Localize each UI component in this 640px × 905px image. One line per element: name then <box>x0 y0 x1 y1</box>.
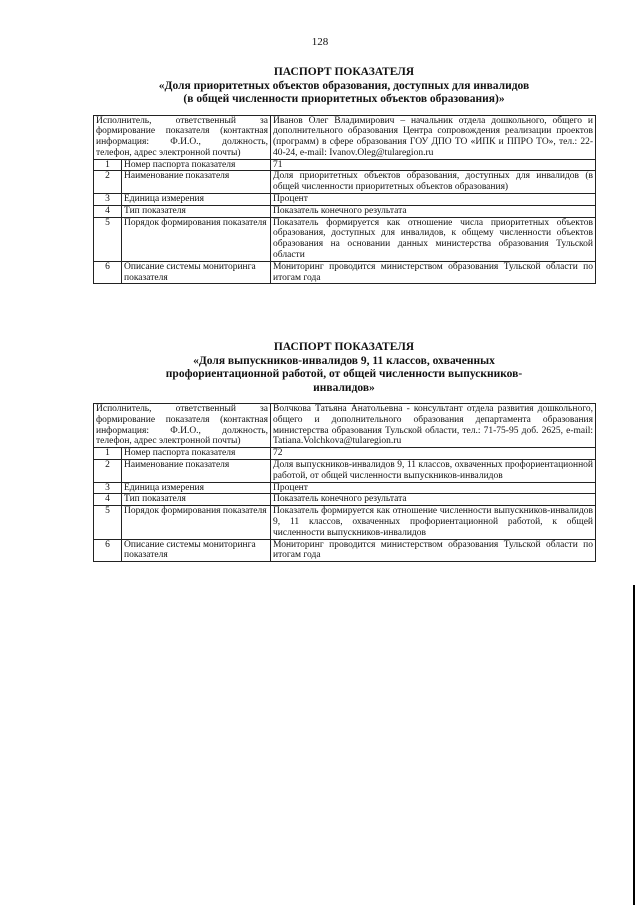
row-label: Описание системы мониторинга показателя <box>122 539 271 562</box>
executor-row <box>94 115 596 159</box>
table-row <box>94 494 596 506</box>
passport-heading: ПАСПОРТ ПОКАЗАТЕЛЯ «Доля выпускников-инвалидов 9, 11 классов, охваченных профориентационной работой, от общей численности выпускников- инвалидов» <box>165 341 523 394</box>
row-number: 1 <box>94 159 122 171</box>
row-number: 5 <box>94 217 122 261</box>
page-number: 128 <box>311 36 329 48</box>
row-value: Мониторинг проводится министерством образования Тульской области по итогам года <box>271 261 596 284</box>
row-value: Мониторинг проводится министерством образования Тульской области по итогам года <box>271 539 596 562</box>
indicator-passport-72 <box>93 341 595 562</box>
row-value: Показатель формируется как отношение численности выпускников-инвалидов 9, 11 классов, охваченных профориентационной работой, к общей численности выпускников-инвалидов <box>271 506 596 539</box>
row-value: Процент <box>271 194 596 206</box>
row-label: Единица измерения <box>122 194 271 206</box>
row-number: 2 <box>94 459 122 482</box>
table-row <box>94 506 596 539</box>
table-row <box>94 261 596 284</box>
row-label: Номер паспорта показателя <box>122 448 271 460</box>
row-number: 4 <box>94 205 122 217</box>
row-value: 72 <box>271 448 596 460</box>
table-row <box>94 171 596 194</box>
row-label: Номер паспорта показателя <box>122 159 271 171</box>
executor-label: Исполнитель, ответственный за формирование показателя (контактная информация: Ф.И.О., должность, телефон, адрес электронной почты) <box>94 404 271 448</box>
row-value: Показатель формируется как отношение числа приоритетных объектов образования, доступных для инвалидов, к общему численности объектов образования на основании данных министерства образования Тульской области <box>271 217 596 261</box>
table-row <box>94 459 596 482</box>
row-value: Процент <box>271 482 596 494</box>
table-row <box>94 217 596 261</box>
table-row <box>94 482 596 494</box>
row-label: Наименование показателя <box>122 171 271 194</box>
table-row <box>94 205 596 217</box>
row-label: Наименование показателя <box>122 459 271 482</box>
row-value: Доля выпускников-инвалидов 9, 11 классов, охваченных профориентационной работой, от общей численности выпускников-инвалидов <box>271 459 596 482</box>
row-label: Порядок формирования показателя <box>122 217 271 261</box>
row-number: 6 <box>94 261 122 284</box>
table-row <box>94 448 596 460</box>
table-row <box>94 194 596 206</box>
row-number: 1 <box>94 448 122 460</box>
row-number: 3 <box>94 482 122 494</box>
executor-value: Иванов Олег Владимирович – начальник отдела дошкольного, общего и дополнительного образования Центра сопровождения реализации проектов (программ) в сфере образования ГОУ ДПО ТО «ИПК и ППРО ТО», тел.: 22-40-24, e-mail: Ivanov.Oleg@tularegion.ru <box>271 115 596 159</box>
table-row <box>94 159 596 171</box>
row-number: 6 <box>94 539 122 562</box>
executor-row <box>94 404 596 448</box>
row-value: Показатель конечного результата <box>271 205 596 217</box>
table-row <box>94 539 596 562</box>
row-number: 4 <box>94 494 122 506</box>
row-label: Тип показателя <box>122 205 271 217</box>
passport-table <box>93 403 596 562</box>
executor-label: Исполнитель, ответственный за формирование показателя (контактная информация: Ф.И.О., должность, телефон, адрес электронной почты) <box>94 115 271 159</box>
row-number: 2 <box>94 171 122 194</box>
row-label: Порядок формирования показателя <box>122 506 271 539</box>
row-label: Тип показателя <box>122 494 271 506</box>
row-label: Единица измерения <box>122 482 271 494</box>
executor-value: Волчкова Татьяна Анатольевна - консультант отдела развития дошкольного, общего и дополнительного образования департамента образования министерства образования Тульской области, тел.: 71-75-95 доб. 2625, e-mail: Tatiana.Volchkova@tularegion.ru <box>271 404 596 448</box>
passport-heading: ПАСПОРТ ПОКАЗАТЕЛЯ «Доля приоритетных объектов образования, доступных для инвалидов (в общей численности приоритетных объектов образования)» <box>158 66 530 105</box>
row-label: Описание системы мониторинга показателя <box>122 261 271 284</box>
passport-table <box>93 115 596 285</box>
scan-edge-line <box>633 585 635 905</box>
indicator-passport-71 <box>93 66 595 284</box>
row-number: 5 <box>94 506 122 539</box>
row-value: Показатель конечного результата <box>271 494 596 506</box>
row-value: Доля приоритетных объектов образования, доступных для инвалидов (в общей численности приоритетных объектов образования) <box>271 171 596 194</box>
row-value: 71 <box>271 159 596 171</box>
row-number: 3 <box>94 194 122 206</box>
